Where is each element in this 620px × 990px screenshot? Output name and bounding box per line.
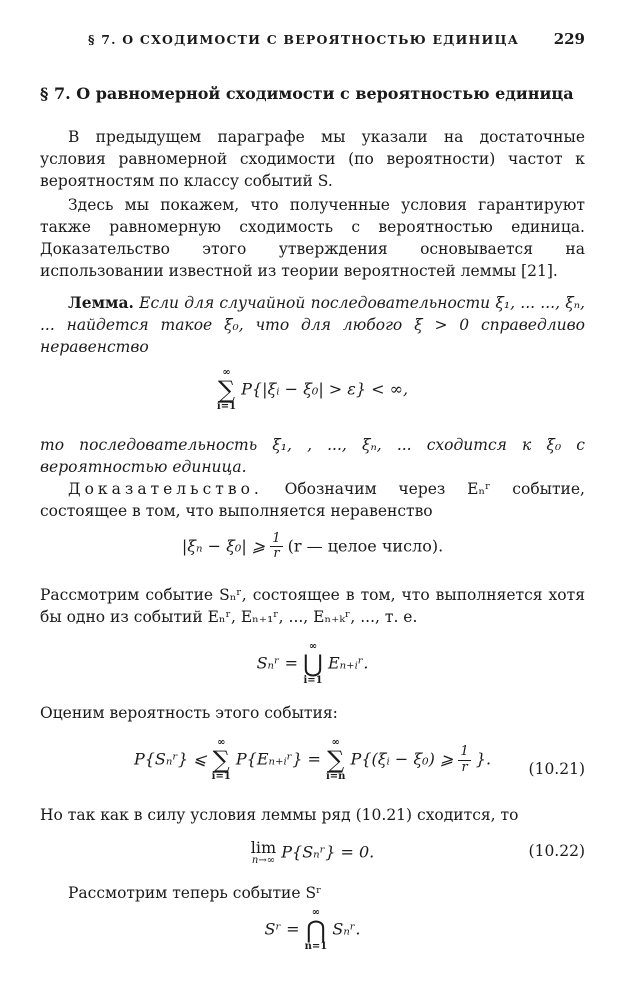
proof-paragraph [40, 478, 585, 522]
equation-10-22: lim n→∞ P{Sₙʳ} = 0. (10.22) [250, 838, 585, 866]
sum-operator-2: ∞ ∑ i=n [326, 737, 346, 782]
union-equation: Sₙʳ = ∞ ⋃ i=1 Eₙ₊ᵢʳ. [256, 641, 369, 686]
paragraph-6: Рассмотрим теперь событие Sʳ [68, 884, 322, 902]
sum-operator-1: ∞ ∑ i=1 [211, 737, 231, 782]
page-number: 229 [553, 30, 585, 48]
paragraph-1: В предыдущем параграфе мы указали на достаточные условия равномерной сходимости (по вероятности) частот к вероятностям по классу событий S. [40, 128, 585, 190]
paragraph-2: Здесь мы покажем, что полученные условия гарантируют также равномерную сходимость с вероятностью единица. Доказательство этого утверждения основывается на использовании известной из теории вероятностей леммы [21]. [40, 196, 585, 280]
running-head-title: § 7. О СХОДИМОСТИ С ВЕРОЯТНОСТЬЮ ЕДИНИЦА [88, 32, 520, 47]
proof-label: Доказательство. [68, 480, 263, 498]
sum-operator: ∞ ∑ i=1 [216, 367, 237, 412]
lemma-conclusion: то последовательность ξ₁, , ..., ξₙ, ... сходится к ξ₀ с вероятностью единица. [40, 436, 585, 476]
equation-10-21: P{Sₙʳ} ⩽ ∞ ∑ i=1 P{Eₙ₊ᵢʳ} = ∞ ∑ i=n P{(ξᵢ − ξ₀) ⩾ $\frac{1}{r}$ }. (10.21) [133, 737, 585, 782]
section-title: § 7. О равномерной сходимости с вероятностью единица [40, 84, 574, 103]
lemma-formula [40, 368, 585, 412]
lemma-formula-body: P{|ξᵢ − ξ₀| > ε} < ∞, [241, 379, 409, 399]
fraction-one-over-r: $\frac{1}{r}$ [272, 531, 281, 562]
proof-inequality: |ξₙ − ξ₀| ⩾ $\frac{1}{r}$ (r — целое число). [181, 531, 444, 562]
lemma-label: Лемма. [68, 293, 134, 312]
limit-operator: lim n→∞ [250, 838, 277, 866]
paragraph-3: Рассмотрим событие Sₙʳ, состоящее в том, что выполняется хотя бы одно из событий Eₙʳ, Eₙ₊₁ʳ, ..., Eₙ₊ₖʳ, ..., т. е. [40, 586, 585, 626]
lemma-text-2: ..., ξₙ, ... найдется такое ξ₀, что для любого ξ > 0 справедливо неравенство [40, 294, 585, 356]
intersection-equation: Sʳ = ∞ ⋂ n=1 Sₙʳ. [264, 907, 361, 952]
paragraph-4: Оценим вероятность этого события: [40, 704, 338, 722]
paragraph-5: Но так как в силу условия леммы ряд (10.21) сходится, то [40, 806, 519, 824]
intersection-operator: ∞ ⋂ n=1 [304, 907, 328, 952]
union-operator: ∞ ⋃ i=1 [303, 641, 323, 686]
equation-number-10-22: (10.22) [528, 842, 585, 860]
book-page [40, 0, 585, 990]
equation-number-10-21: (10.21) [528, 760, 585, 778]
proof-text: Обозначим через Eₙʳ событие, состоящее в том, что выполняется неравенство [40, 480, 585, 520]
lemma-text-1: Если для случайной последовательности ξ₁, ... [139, 294, 536, 312]
lemma-statement [40, 292, 585, 358]
